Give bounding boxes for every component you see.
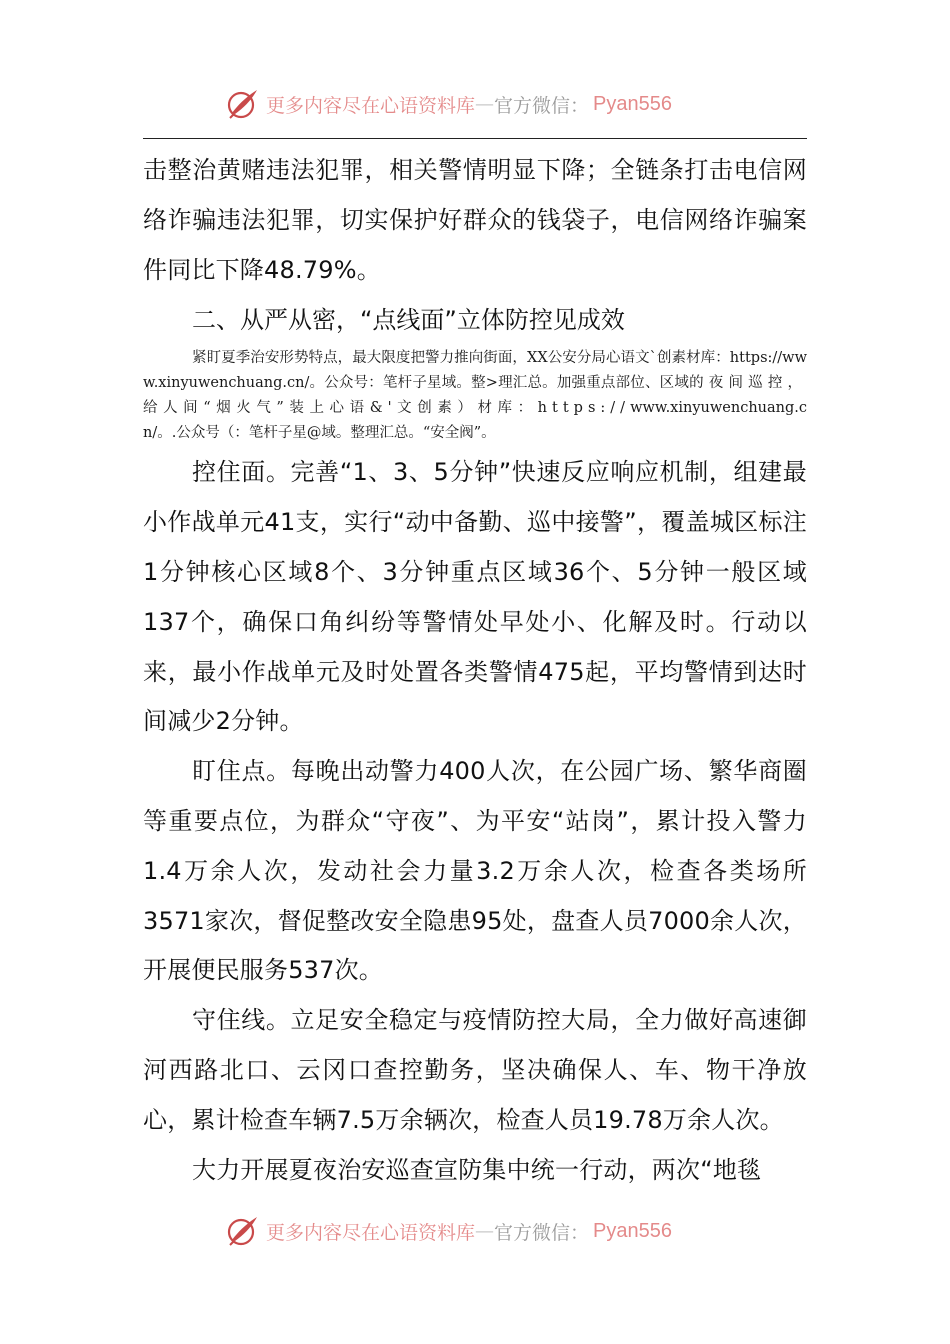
paragraph-control-area: 控住面。完善“1、3、5分钟”快速反应响应机制，组建最小作战单元41支，实行“动中备勤、巡中接警”，覆盖城区标注1分钟核心区域8个、3分钟重点区域36个、5分钟一般区域137个，确保口角纠纷等警情处早处小、化解及时。行动以来，最小作战单元及时处置各类警情475起，平均警情到达时间减少2分钟。: [143, 458, 807, 736]
paragraph-guard-lines: 守住线。立足安全稳定与疫情防控大局，全力做好高速御河西路北口、云冈口查控勤务，坚决确保人、车、物干净放心，累计检查车辆7.5万余辆次，检查人员19.78万余人次。: [143, 1006, 807, 1134]
small-text-part-b: 的夜间巡控，给人间“烟火气”装上心语&'文创素）材库：https://: [143, 375, 808, 417]
quill-logo-icon: [226, 1214, 260, 1248]
quill-logo-icon: [226, 87, 260, 121]
paragraph-watch-points: 盯住点。每晚出动警力400人次，在公园广场、繁华商圈等重要点位，为群众“守夜”、为平安“站岗”，累计投入警力1.4万余人次，发动社会力量3.2万余人次，检查各类场所3571家次，督促整改安全隐患95处，盘查人员7000余人次，开展便民服务537次。: [143, 757, 807, 985]
paragraph-summer-patrol: 大力开展夏夜治安巡查宣防集中统一行动，两次“地毯: [192, 1155, 762, 1184]
watermark-label: 官方微信：: [494, 1221, 590, 1244]
watermark-separator: —: [475, 1220, 495, 1242]
watermark-label: 官方微信：: [494, 94, 590, 117]
watermark-site-text: 更多内容尽在心语资料库: [266, 1221, 476, 1244]
document-body: [143, 146, 807, 1195]
small-text-part-c: www.xinyuwenchuang.cn/。.公众号（：笔杆子星@域。整理汇总。“安全阀”。: [143, 400, 807, 442]
header-divider: [143, 138, 807, 139]
paragraph-intro: 击整治黄赌违法犯罪，相关警情明显下降；全链条打击电信网络诈骗违法犯罪，切实保护好群众的钱袋子，电信网络诈骗案件同比下降48.79%。: [143, 156, 807, 284]
small-watermarked-paragraph: [143, 346, 807, 446]
header-watermark: [226, 84, 726, 124]
footer-watermark: [226, 1211, 726, 1251]
watermark-site-text: 更多内容尽在心语资料库: [266, 94, 476, 117]
watermark-handle: Pyan556: [593, 1219, 672, 1242]
watermark-separator: —: [475, 93, 495, 115]
section-heading-2: 二、从严从密，“点线面”立体防控见成效: [192, 306, 625, 335]
small-text-part-a: 紧盯夏季治安形势特点，最大限度把警力推向街面，XX公安分局心语文`创素材库：https://www.xinyuwenchuang.cn/。公众号：笔杆子星域。整>理汇总。加强重点部位、区域: [143, 350, 807, 392]
watermark-handle: Pyan556: [593, 92, 672, 115]
